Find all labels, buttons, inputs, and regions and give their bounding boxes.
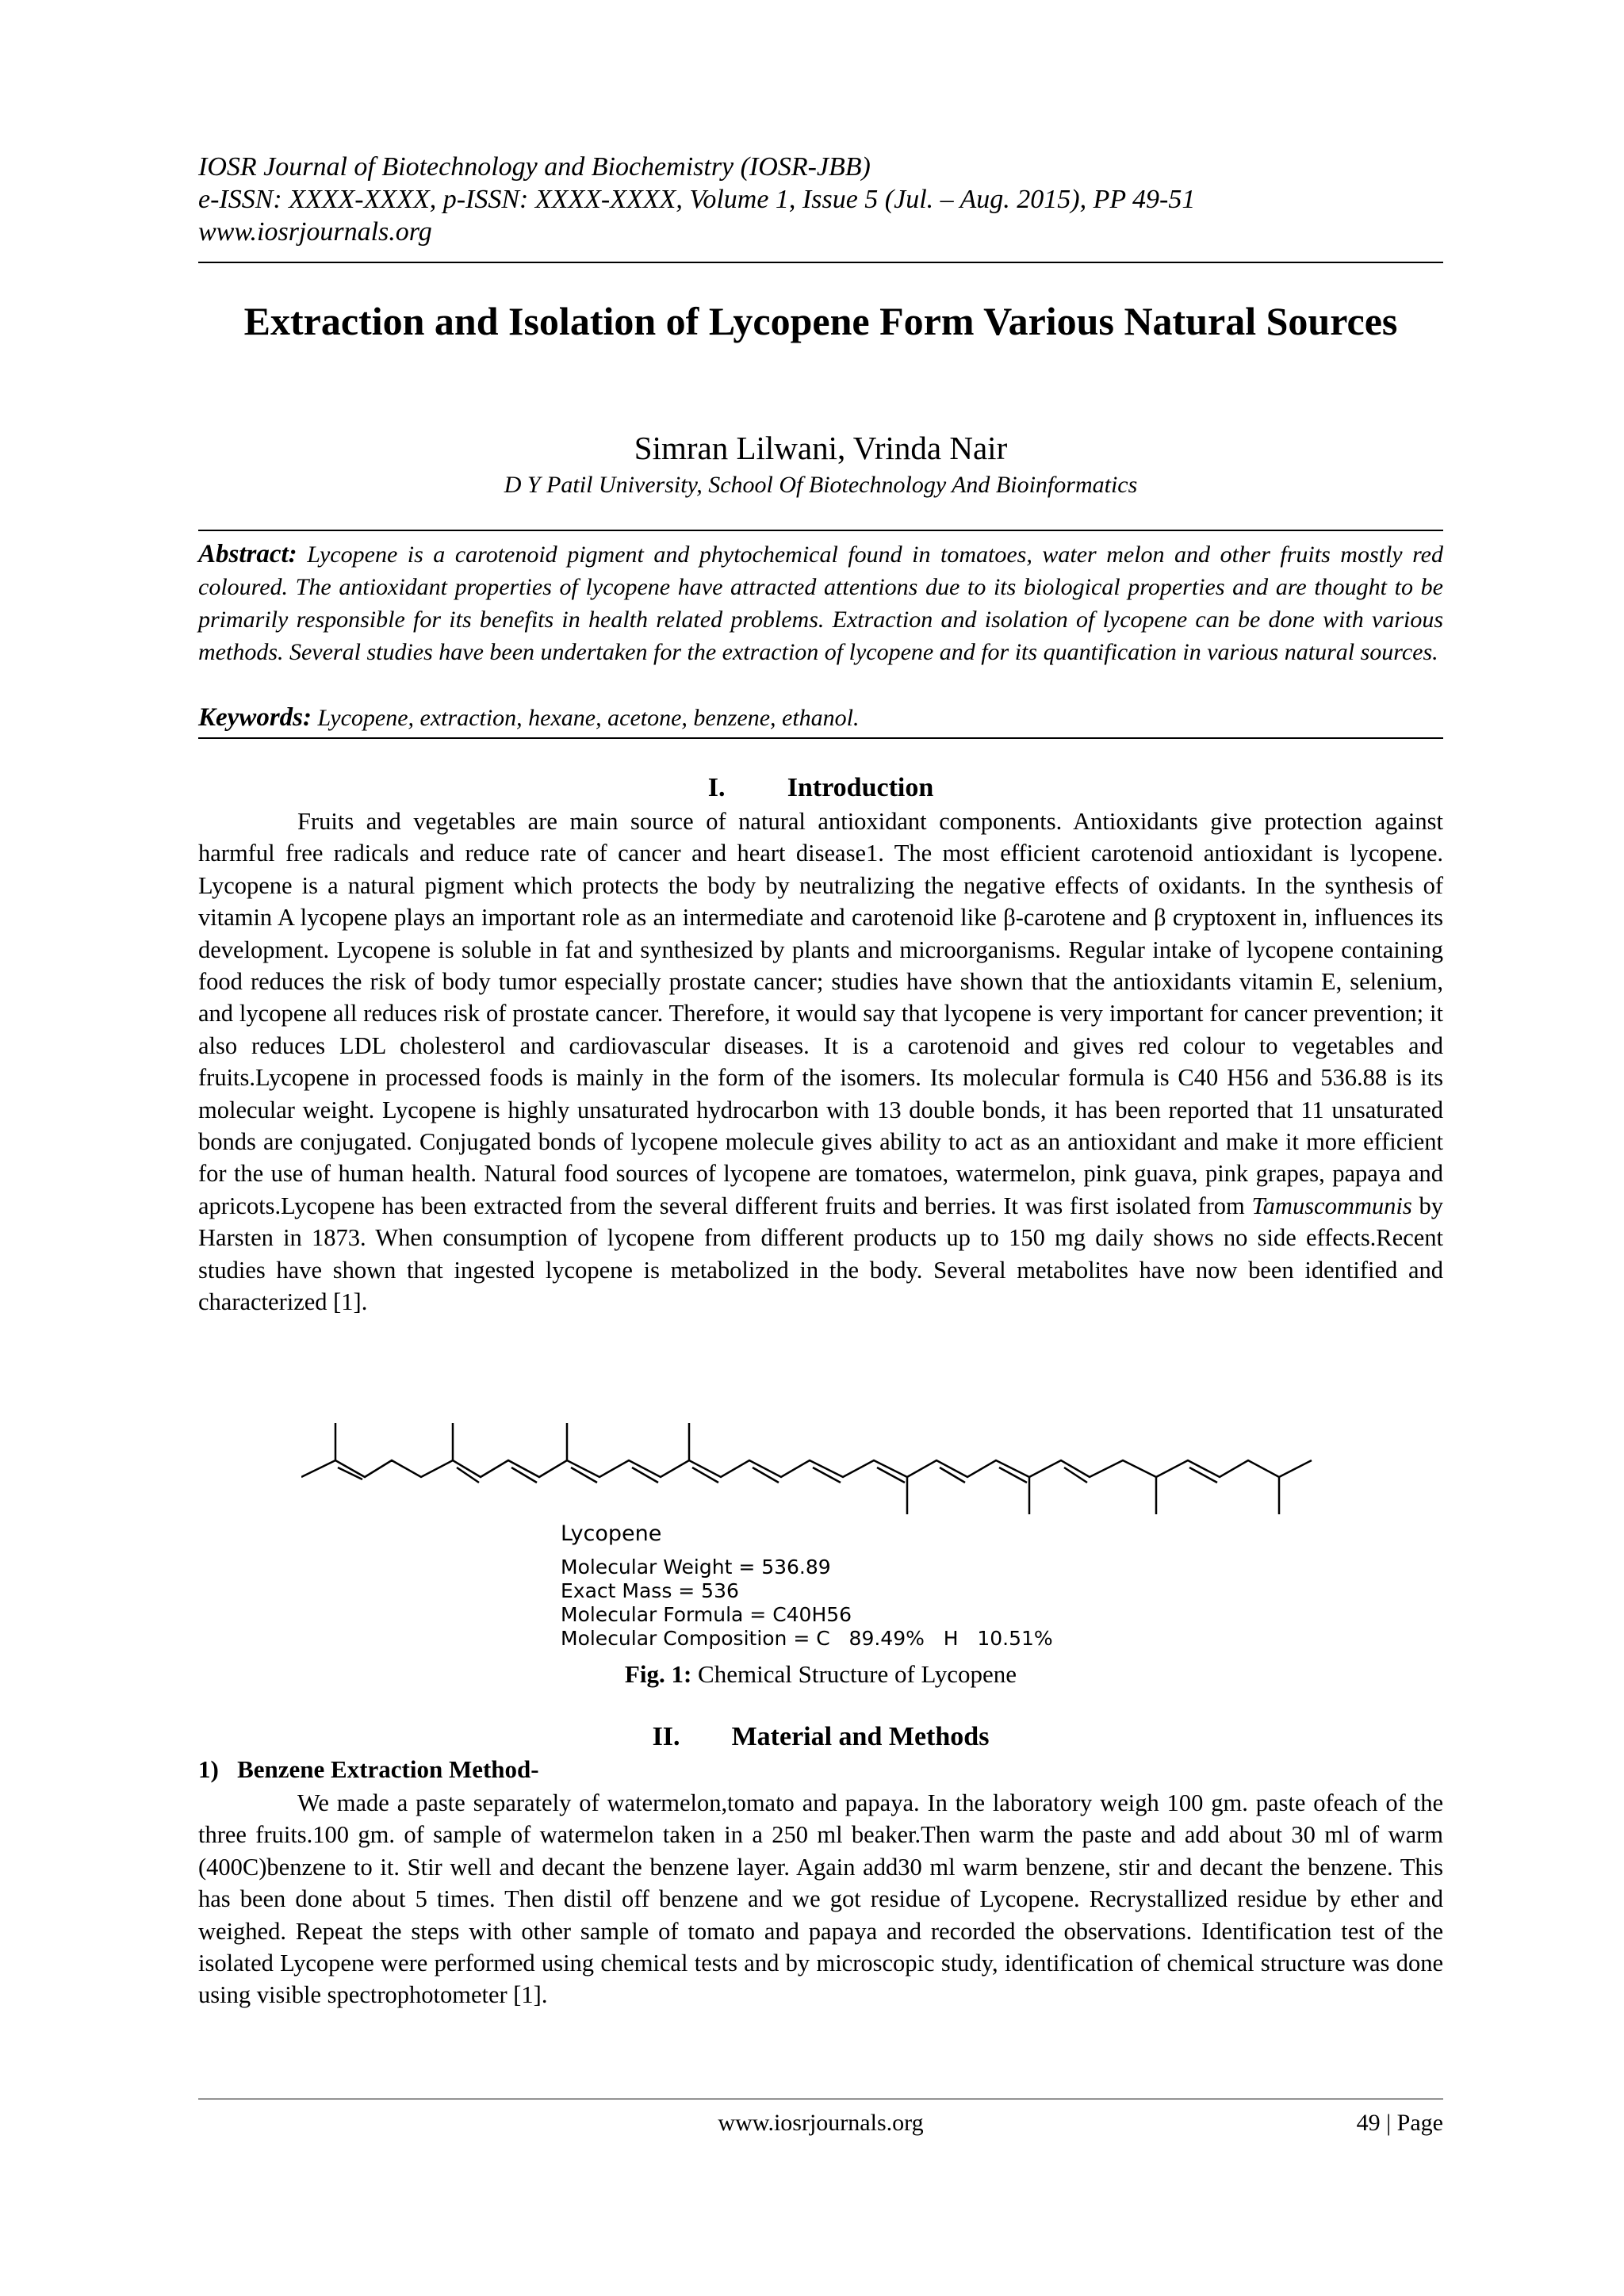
journal-header (198, 151, 1443, 248)
figure-lycopene-structure (198, 1407, 1443, 1688)
exact-mass: Exact Mass = 536 (561, 1579, 739, 1602)
methods-paragraph: We made a paste separately of watermelon,tomato and papaya. In the laboratory weigh 100 gm. paste ofeach of the three fruits.100 gm. of sample of watermelon taken in a 250 ml beaker.Then warm the paste and add about 30 ml of warm (400C)benzene to it. Stir well and decant the benzene layer. Again add30 ml warm benzene, stir and decant the benzene. This has been done about 5 times. Then distil off benzene and we got residue of Lycopene. Recrystallized residue by ether and weighed. Repeat the steps with other sample of tomato and papaya and recorded the observations. Identification test of the isolated Lycopene were performed using chemical tests and by microscopic study, identification of chemical structure was done using visible spectrophotometer [1]. (198, 1789, 1443, 2009)
paper-authors: Simran Lilwani, Vrinda Nair (634, 430, 1008, 466)
section-heading-methods (198, 1720, 1443, 1754)
journal-website: www.iosrjournals.org (198, 217, 432, 247)
intro-text-part-2: by Harsten in 1873. When consumption of lycopene from different products up to 150 mg daily shows no side effects.Recent studies have shown that ingested lycopene is metabolized in the body. Several metabolites have now been identified and characterized [1]. (198, 1192, 1444, 1316)
introduction-paragraph (198, 806, 1443, 1318)
header-rule (198, 262, 1443, 263)
abstract-label: Abstract: (198, 540, 297, 568)
issn-line: e-ISSN: XXXX-XXXX, p-ISSN: XXXX-XXXX, Volume 1, Issue 5 (Jul. – Aug. 2015), PP 49-51 (198, 185, 1196, 214)
journal-name: IOSR Journal of Biotechnology and Biochemistry (IOSR-JBB) (198, 152, 871, 182)
abstract-top-rule (198, 530, 1443, 531)
figure-caption-label: Fig. 1: (624, 1660, 692, 1688)
molecular-weight: Molecular Weight = 536.89 (561, 1556, 831, 1578)
molecular-formula: Molecular Formula = C40H56 (561, 1603, 852, 1626)
molecule-name: Lycopene (561, 1521, 662, 1546)
backbone-chain (301, 1460, 1312, 1477)
abstract-bottom-rule (198, 737, 1443, 739)
paper-title: Extraction and Isolation of Lycopene Form Various Natural Sources (243, 299, 1398, 343)
intro-text-part-1: Fruits and vegetables are main source of natural antioxidant components. Antioxidants give protection against harmful free radicals and reduce rate of cancer and heart disease1. The most efficient carotenoid antioxidant is lycopene. Lycopene is a natural pigment which protects the body by neutralizing the negative effects of oxidants. In the synthesis of vitamin A lycopene plays an important role as an intermediate and carotenoid like β-carotene and β cryptoxent in, influences its development. Lycopene is soluble in fat and synthesized by plants and microorganisms. Regular intake of lycopene containing food reduces the risk of body tumor especially prostate cancer; studies have shown that the antioxidants vitamin E, selenium, and lycopene all reduces risk of prostate cancer. Therefore, it would say that lycopene is very important for cancer prevention; it also reduces LDL cholesterol and cardiovascular diseases. It is a carotenoid and gives red colour to vegetables and fruits.Lycopene in processed foods is mainly in the form of the isomers. Its molecular formula is C40 H56 and 536.88 is its molecular weight. Lycopene is highly unsaturated hydrocarbon with 13 double bonds, it has been reported that 11 unsaturated bonds are conjugated. Conjugated bonds of lycopene molecule gives ability to act as an antioxidant and make it more efficient for the use of human health. Natural food sources of lycopene are tomatoes, watermelon, pink guava, pink grapes, papaya and apricots.Lycopene has been extracted from the several different fruits and berries. It was first isolated from (198, 808, 1443, 1219)
section-title: Material and Methods (731, 1722, 990, 1751)
figure-caption-text: Chemical Structure of Lycopene (691, 1660, 1017, 1688)
section-number: I. (707, 773, 726, 802)
section-title: Introduction (787, 773, 934, 802)
keywords-label: Keywords: (198, 703, 312, 732)
introduction-body (198, 806, 1443, 1318)
keywords-text: Lycopene, extraction, hexane, acetone, benzene, ethanol. (317, 705, 860, 731)
abstract (198, 538, 1443, 668)
subsection-heading: 1) Benzene Extraction Method- (198, 1755, 539, 1783)
figure-caption (198, 1659, 1443, 1690)
footer-website: www.iosrjournals.org (718, 2110, 924, 2136)
abstract-text: Lycopene is a carotenoid pigment and phytochemical found in tomatoes, water melon and other fruits mostly red coloured. The antioxidant properties of lycopene have attracted attentions due to its biological properties and are thought to be primarily responsible for its benefits in health related problems. Extraction and isolation of lycopene can be done with various methods. Several studies have been undertaken for the extraction of lycopene and for its quantification in various natural sources. (198, 541, 1444, 665)
lycopene-structure-diagram (301, 1407, 1340, 1514)
section-heading-introduction (198, 771, 1443, 805)
methods-body (198, 1787, 1443, 2011)
section-number: II. (652, 1722, 680, 1751)
molecule-properties (561, 1522, 1053, 1651)
intro-italic-term: Tamuscommunis (1251, 1192, 1412, 1219)
paper-affiliation: D Y Patil University, School Of Biotechnology And Bioinformatics (504, 472, 1138, 498)
footer-page-number: 49 | Page (1356, 2110, 1443, 2136)
keywords (198, 702, 1443, 734)
molecular-composition: Molecular Composition = C 89.49% H 10.51% (561, 1627, 1053, 1650)
